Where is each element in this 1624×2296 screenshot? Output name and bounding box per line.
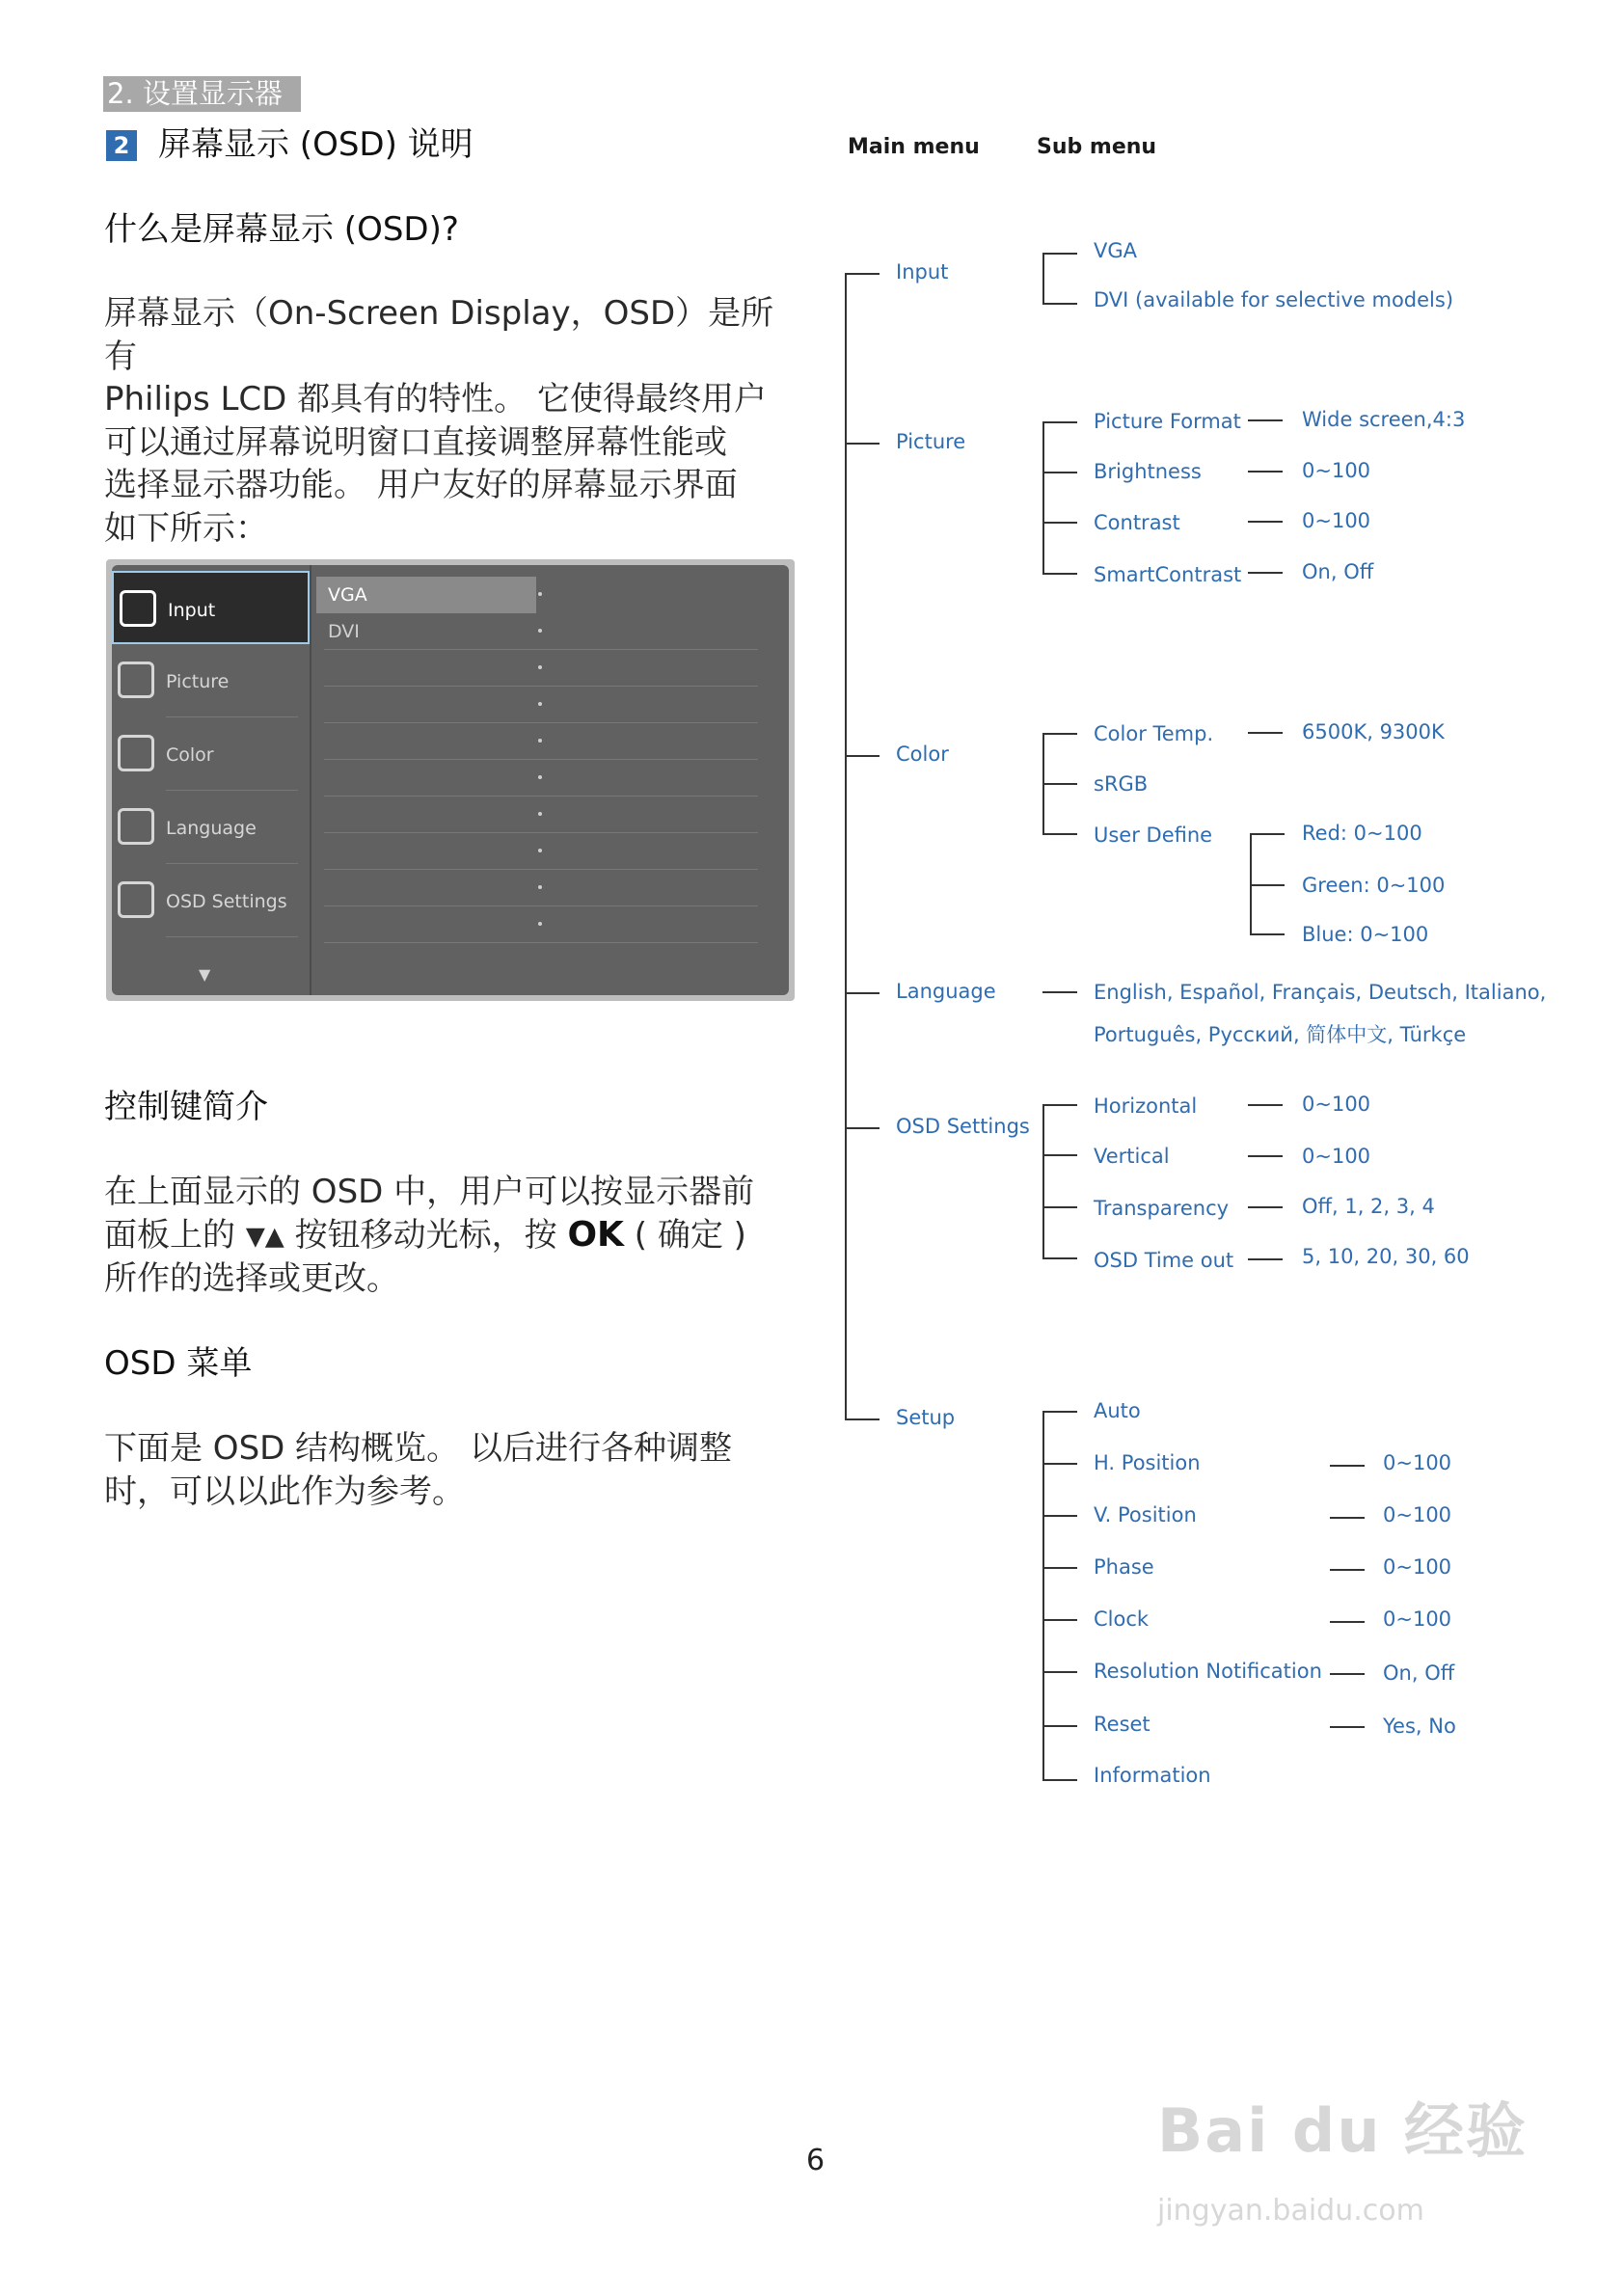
tree-val-h-position: 0~100 bbox=[1383, 1451, 1452, 1474]
osd-item-input bbox=[112, 571, 310, 644]
osd-sub-empty bbox=[316, 833, 770, 870]
tree-sub-contrast: Contrast bbox=[1094, 511, 1180, 534]
osd-item-label: OSD Settings bbox=[166, 891, 287, 912]
osd-sub-empty bbox=[316, 650, 770, 687]
tree-sub-smartcontrast: SmartContrast bbox=[1094, 563, 1242, 586]
intro-line: 选择显示器功能。 用户友好的屏幕显示界面 bbox=[104, 466, 738, 504]
osd-item-color bbox=[112, 717, 310, 791]
tree-sub-v-position: V. Position bbox=[1094, 1503, 1197, 1526]
menu-line: 时，可以以此作为参考。 bbox=[104, 1472, 465, 1511]
tree-sub-reset: Reset bbox=[1094, 1713, 1150, 1736]
chevron-down-icon: ▼ bbox=[199, 965, 211, 984]
tree-val-green: Green: 0~100 bbox=[1302, 874, 1446, 897]
osd-intro-paragraph bbox=[104, 292, 798, 550]
osd-sub-empty bbox=[316, 687, 770, 723]
osd-screenshot bbox=[106, 559, 795, 1001]
osd-sub-empty bbox=[316, 797, 770, 833]
osd-sub-vga bbox=[316, 577, 536, 613]
tree-sub-clock: Clock bbox=[1094, 1607, 1150, 1631]
page-number: 6 bbox=[806, 2144, 826, 2177]
tree-sub-languages-line2: Português, Русский, 简体中文, Türkçe bbox=[1094, 1023, 1467, 1046]
osd-item-osd-settings bbox=[112, 864, 310, 937]
tree-val-transparency: Off, 1, 2, 3, 4 bbox=[1302, 1195, 1435, 1218]
tree-main-setup: Setup bbox=[896, 1406, 956, 1429]
osd-sub-dvi bbox=[316, 613, 770, 650]
tree-sub-user-define: User Define bbox=[1094, 824, 1213, 847]
tree-sub-vertical: Vertical bbox=[1094, 1145, 1170, 1168]
osd-menu-paragraph bbox=[104, 1427, 798, 1513]
tree-val-picture-format: Wide screen,4:3 bbox=[1302, 408, 1466, 431]
tree-sub-information: Information bbox=[1094, 1764, 1211, 1787]
controls-line bbox=[104, 1214, 818, 1258]
osd-item-label: Input bbox=[168, 600, 216, 621]
controls-text: 面板上的 bbox=[104, 1215, 235, 1255]
tree-sub-auto: Auto bbox=[1094, 1399, 1141, 1422]
tree-sub-vga: VGA bbox=[1094, 239, 1138, 262]
controls-line: 在上面显示的 OSD 中，用户可以按显示器前 bbox=[104, 1173, 755, 1211]
baidu-watermark-url: jingyan.baidu.com bbox=[1157, 2194, 1424, 2228]
tree-sub-languages-line1: English, Español, Français, Deutsch, Italiano, bbox=[1094, 981, 1547, 1004]
osd-item-label: Language bbox=[166, 818, 257, 839]
intro-line: Philips LCD 都具有的特性。 它使得最终用户 bbox=[104, 380, 767, 419]
osd-settings-icon bbox=[118, 881, 154, 918]
controls-paragraph bbox=[104, 1171, 818, 1301]
section-title: 屏幕显示 (OSD) 说明 bbox=[158, 125, 474, 164]
ok-key-label: OK bbox=[567, 1214, 624, 1255]
tree-sub-horizontal: Horizontal bbox=[1094, 1094, 1198, 1118]
tree-sub-brightness: Brightness bbox=[1094, 460, 1202, 483]
osd-sub-label: VGA bbox=[328, 584, 367, 606]
tree-sub-dvi: DVI (available for selective models) bbox=[1094, 288, 1454, 311]
tree-sub-osd-timeout: OSD Time out bbox=[1094, 1249, 1234, 1272]
tree-val-clock: 0~100 bbox=[1383, 1607, 1452, 1631]
color-icon bbox=[118, 735, 154, 771]
osd-question-heading: 什么是屏幕显示 (OSD)? bbox=[104, 210, 459, 249]
picture-icon bbox=[118, 662, 154, 698]
osd-sub-empty bbox=[316, 723, 770, 760]
controls-heading: 控制键简介 bbox=[104, 1088, 268, 1126]
controls-text: ( 确定 ) bbox=[634, 1215, 746, 1255]
tree-main-picture: Picture bbox=[896, 430, 966, 453]
baidu-watermark-logo: Bai du 经验 bbox=[1157, 2095, 1529, 2166]
tree-val-blue: Blue: 0~100 bbox=[1302, 923, 1429, 946]
tree-main-osd-settings: OSD Settings bbox=[896, 1115, 1030, 1138]
tree-val-smartcontrast: On, Off bbox=[1302, 560, 1374, 583]
tree-val-reset: Yes, No bbox=[1383, 1715, 1456, 1738]
osd-item-label: Picture bbox=[166, 671, 230, 692]
tree-val-horizontal: 0~100 bbox=[1302, 1093, 1371, 1116]
intro-line: 屏幕显示（On-Screen Display，OSD）是所有 bbox=[104, 294, 774, 376]
tree-val-v-position: 0~100 bbox=[1383, 1503, 1452, 1526]
tree-main-color: Color bbox=[896, 743, 949, 766]
tree-val-red: Red: 0~100 bbox=[1302, 822, 1422, 845]
osd-sub-empty bbox=[316, 870, 770, 906]
input-icon bbox=[120, 590, 156, 627]
osd-main-menu bbox=[112, 565, 311, 995]
osd-sub-empty bbox=[316, 906, 770, 943]
tree-sub-srgb: sRGB bbox=[1094, 772, 1149, 796]
tree-main-input: Input bbox=[896, 260, 949, 284]
tree-val-resolution-notification: On, Off bbox=[1383, 1661, 1455, 1685]
osd-menu-heading: OSD 菜单 bbox=[104, 1344, 253, 1383]
tree-val-vertical: 0~100 bbox=[1302, 1145, 1371, 1168]
tree-sub-transparency: Transparency bbox=[1094, 1197, 1230, 1220]
osd-item-picture bbox=[112, 644, 310, 717]
intro-line: 可以通过屏幕说明窗口直接调整屏幕性能或 bbox=[104, 422, 727, 462]
down-up-arrow-icon: ▼▲ bbox=[245, 1221, 284, 1251]
tree-val-brightness: 0~100 bbox=[1302, 459, 1371, 482]
language-icon bbox=[118, 808, 154, 845]
tree-val-osd-timeout: 5, 10, 20, 30, 60 bbox=[1302, 1245, 1470, 1268]
tree-main-language: Language bbox=[896, 980, 996, 1003]
tree-sub-phase: Phase bbox=[1094, 1555, 1154, 1579]
intro-line: 如下所示： bbox=[104, 508, 268, 548]
chapter-label: 2. 设置显示器 bbox=[103, 76, 301, 112]
tree-sub-h-position: H. Position bbox=[1094, 1451, 1201, 1474]
controls-line: 所作的选择或更改。 bbox=[104, 1259, 399, 1299]
tree-val-color-temp: 6500K, 9300K bbox=[1302, 720, 1445, 743]
osd-panel bbox=[112, 565, 789, 995]
tree-sub-picture-format: Picture Format bbox=[1094, 410, 1241, 433]
osd-sub-empty bbox=[316, 760, 770, 797]
tree-val-phase: 0~100 bbox=[1383, 1555, 1452, 1579]
menu-line: 下面是 OSD 结构概览。 以后进行各种调整 bbox=[104, 1429, 732, 1468]
osd-item-language bbox=[112, 791, 310, 864]
sub-menu-header: Sub menu bbox=[1037, 135, 1157, 159]
osd-item-label: Color bbox=[166, 744, 214, 766]
controls-text: 按钮移动光标，按 bbox=[294, 1215, 557, 1255]
tree-sub-color-temp: Color Temp. bbox=[1094, 722, 1214, 745]
tree-val-contrast: 0~100 bbox=[1302, 509, 1371, 532]
tree-sub-resolution-notification: Resolution Notification bbox=[1094, 1660, 1322, 1683]
section-number-badge: 2 bbox=[106, 130, 137, 161]
main-menu-header: Main menu bbox=[848, 135, 980, 159]
osd-sub-label: DVI bbox=[328, 621, 360, 642]
